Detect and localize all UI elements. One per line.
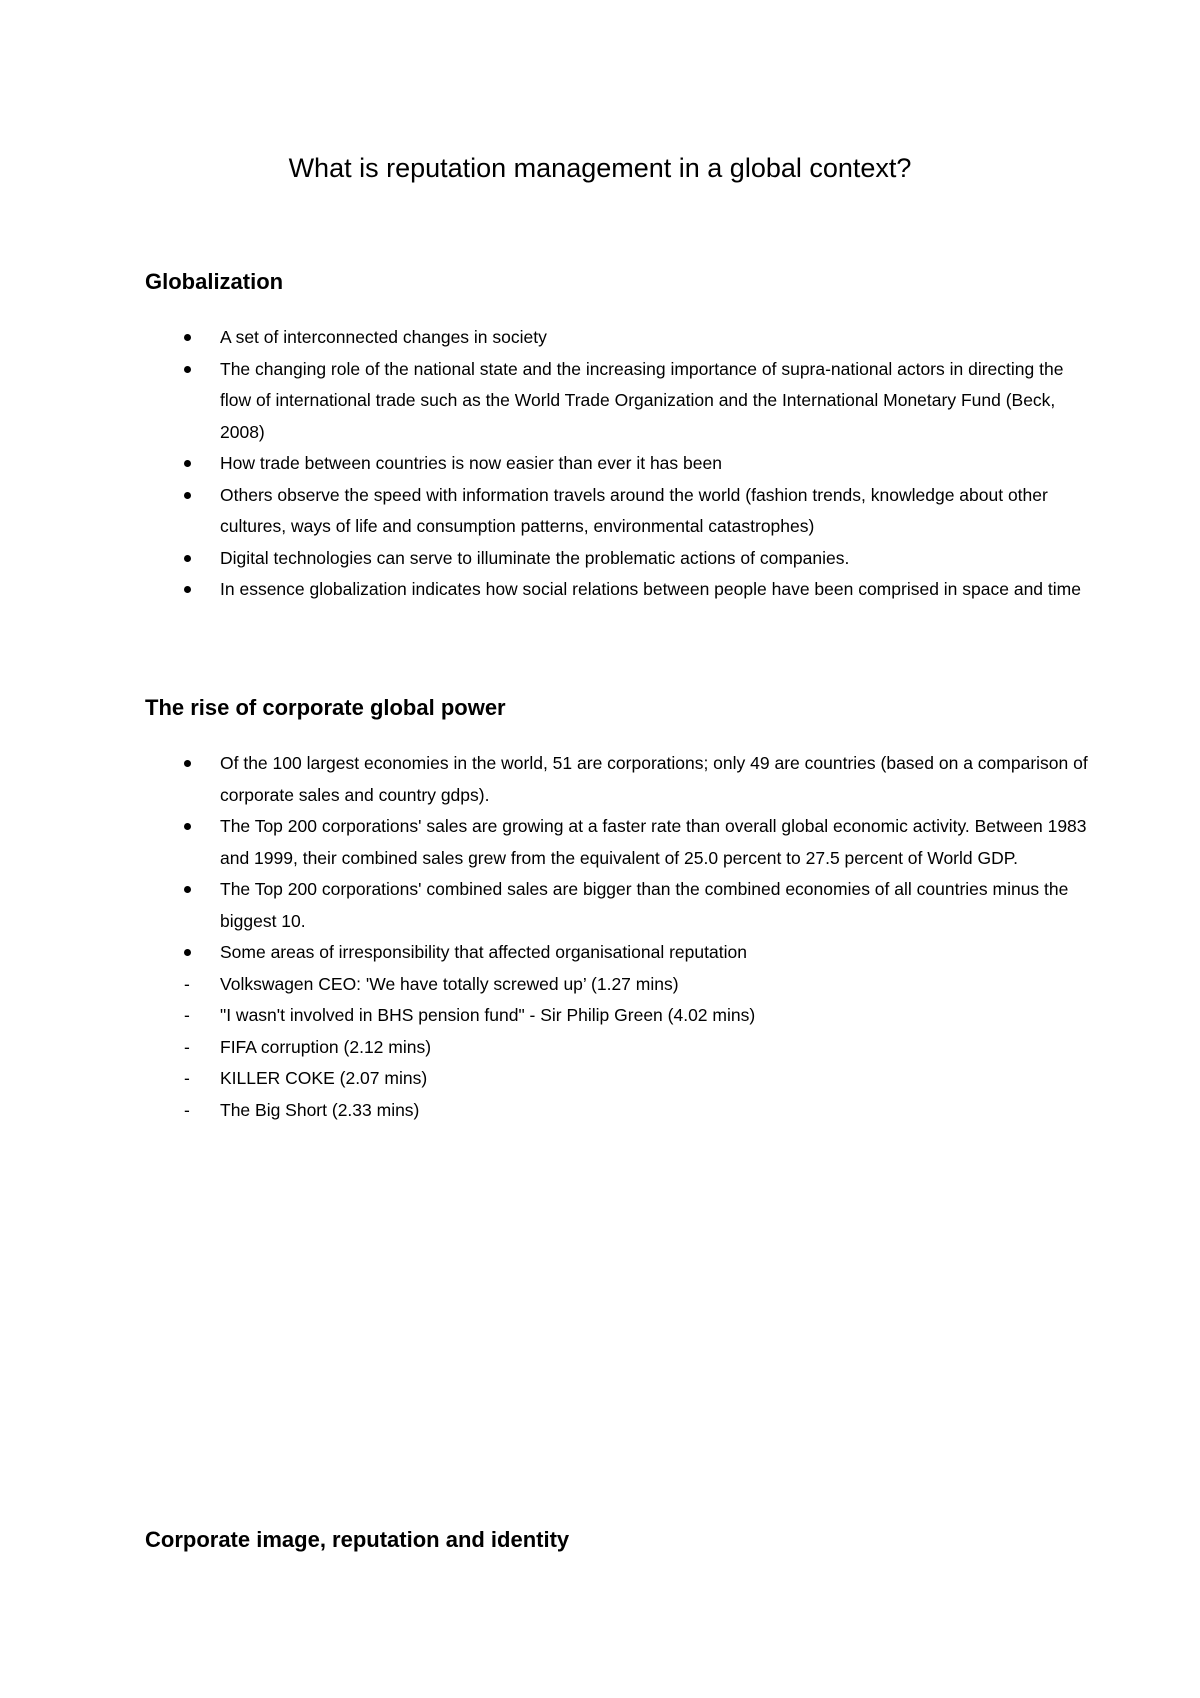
bullet-icon (184, 949, 191, 956)
irresponsibility-video-list (184, 969, 1090, 1127)
bullet-icon (184, 492, 191, 499)
bullet-icon (184, 760, 191, 767)
dash-marker: - (184, 1068, 190, 1088)
globalization-bullet-list (220, 322, 1090, 606)
list-item: The changing role of the national state and the increasing importance of supra-national actors in directing the flow of international trade such as the World Trade Organization and the International Monetary Fund (Beck, 2008) (220, 354, 1090, 449)
list-item: - FIFA corruption (2.12 mins) (184, 1032, 1090, 1064)
section-heading-globalization: Globalization (145, 269, 284, 294)
list-item: - "I wasn't involved in BHS pension fund" - Sir Philip Green (4.02 mins) (184, 1000, 1090, 1032)
list-item: Some areas of irresponsibility that affected organisational reputation - Volkswagen CEO: 'We have totally screwed up’ (1.27 mins) - "I wasn't involved in BHS pension fund" - Sir Philip Green (4.02 mins) - FIFA corruption (2.12 mins) - KILLER COKE (2.07 mins) - The Big Short (2.33 mins) (220, 937, 1090, 1126)
list-item: - KILLER COKE (2.07 mins) (184, 1063, 1090, 1095)
document-title: What is reputation management in a global context? (288, 153, 912, 183)
list-item: Of the 100 largest economies in the world, 51 are corporations; only 49 are countries (based on a comparison of corporate sales and country gdps). (220, 748, 1090, 811)
bullet-icon (184, 823, 191, 830)
section-heading-corporate-power: The rise of corporate global power (145, 695, 506, 720)
list-item: - Volkswagen CEO: 'We have totally screwed up’ (1.27 mins) (184, 969, 1090, 1001)
dash-marker: - (184, 1036, 190, 1057)
bullet-icon (184, 555, 191, 562)
list-item: The Top 200 corporations' combined sales are bigger than the combined economies of all countries minus the biggest 10. (220, 874, 1090, 937)
bullet-icon (184, 886, 191, 893)
corporate-power-bullet-list (184, 748, 1090, 1126)
section-heading-corporate-image: Corporate image, reputation and identity (145, 1527, 570, 1552)
list-item: In essence globalization indicates how social relations between people have been comprised in space and time (220, 574, 1090, 606)
dash-marker: - (184, 1099, 190, 1120)
bullet-icon (184, 586, 191, 593)
list-item: A set of interconnected changes in society (220, 322, 1090, 354)
list-item: How trade between countries is now easier than ever it has been (220, 448, 1090, 480)
list-item: The Top 200 corporations' sales are growing at a faster rate than overall global economic activity. Between 1983 and 1999, their combined sales grew from the equivalent of 25.0 percent to 27.5 percent of World GDP. (220, 811, 1090, 874)
list-item: - The Big Short (2.33 mins) (184, 1095, 1090, 1127)
list-item: Others observe the speed with information travels around the world (fashion trends, knowledge about other cultures, ways of life and consumption patterns, environmental catastrophes) (220, 480, 1090, 543)
bullet-icon (184, 366, 191, 373)
list-item: Digital technologies can serve to illuminate the problematic actions of companies. (220, 543, 1090, 575)
bullet-icon (184, 460, 191, 467)
bullet-icon (184, 334, 191, 341)
dash-marker: - (184, 973, 190, 994)
dash-marker: - (184, 1005, 190, 1025)
